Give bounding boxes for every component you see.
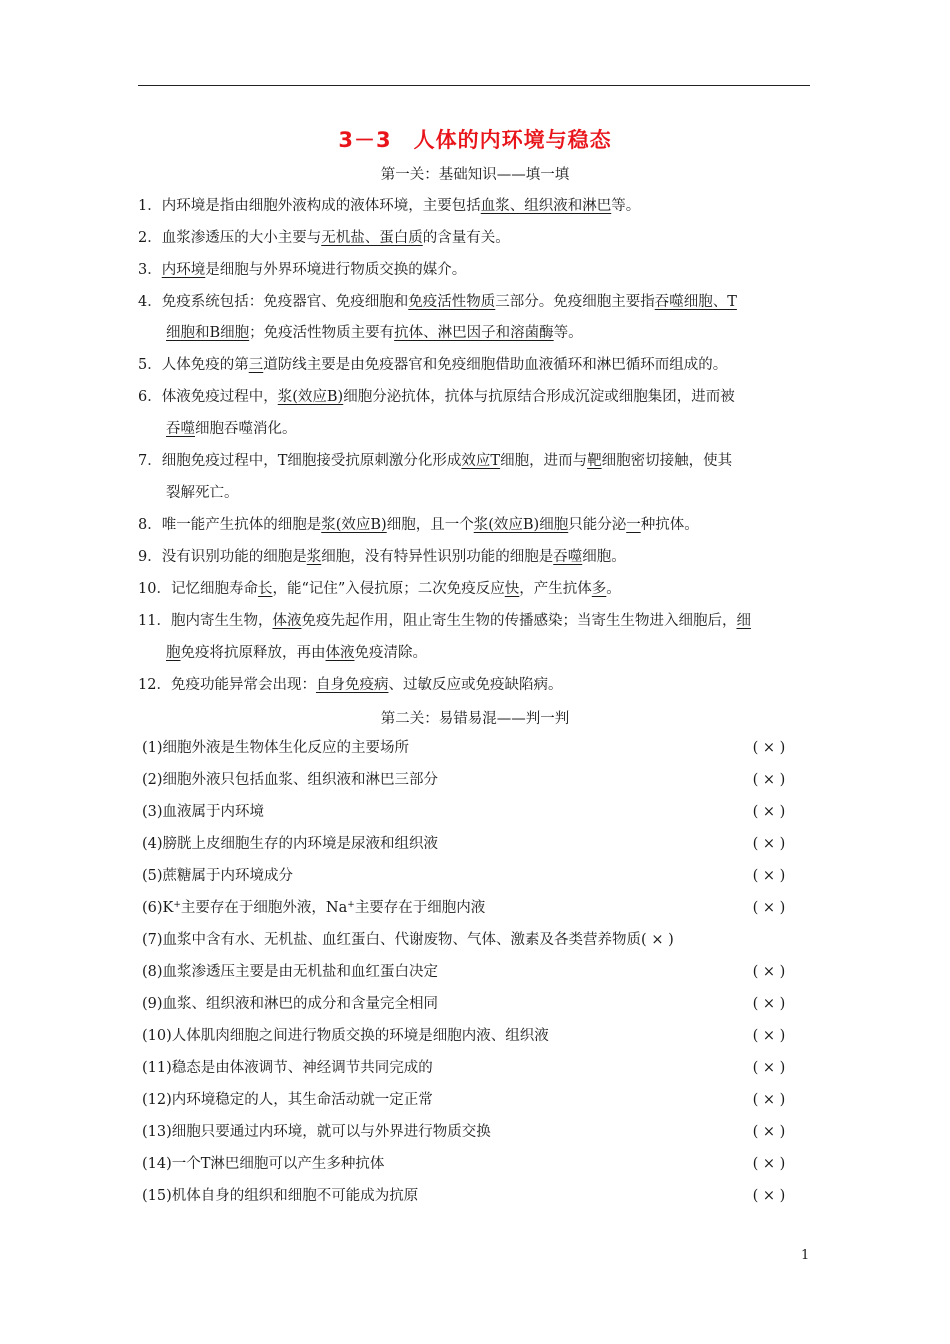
judge-item-4: (4)膀胱上皮细胞生存的内环境是尿液和组织液: [142, 836, 439, 852]
answer-blank: 内环境: [161, 262, 206, 278]
item-text: 5．人体免疫的第: [138, 357, 249, 373]
item-text: 裂解死亡。: [166, 485, 239, 501]
judge-item-1: (1)细胞外液是生物体生化反应的主要场所: [142, 740, 410, 756]
item-text: 、过敏反应或免疫缺陷病。: [388, 677, 563, 693]
item-text: 11．胞内寄生生物，: [138, 613, 273, 629]
judge-mark-6: ( × ): [752, 900, 786, 916]
judge-mark-3: ( × ): [752, 804, 786, 820]
answer-blank: 靶: [587, 453, 602, 469]
judge-mark-13: ( × ): [752, 1124, 786, 1140]
answer-blank: 无机盐、蛋白质: [321, 230, 423, 246]
fill-item-6-continued: [166, 419, 297, 439]
answer-blank: 吞噬: [553, 549, 583, 565]
item-text: 3．: [138, 262, 162, 278]
judge-item-3: (3)血液属于内环境: [142, 804, 265, 820]
answer-blank: 一: [626, 517, 641, 533]
item-text: 的含量有关。: [422, 230, 510, 246]
answer-blank: 浆(效应B)细胞: [473, 517, 569, 533]
item-text: 8．唯一能产生抗体的细胞是: [138, 517, 322, 533]
section-heading-judge: 第二关：易错易混——判一判: [380, 711, 570, 727]
answer-blank: 快: [504, 581, 520, 597]
judge-item-6: [142, 898, 485, 918]
answer-blank: 效应T: [461, 453, 501, 469]
fill-item-10: [138, 579, 818, 599]
answer-blank: 多: [591, 581, 607, 597]
header-rule: [138, 85, 810, 86]
fill-item-5: [138, 355, 818, 375]
judge-item-12: (12)内环境稳定的人，其生命活动就一定正常: [142, 1092, 433, 1108]
item-text: (6)K: [142, 900, 174, 916]
judge-mark-8: ( × ): [752, 964, 786, 980]
fill-item-2: [138, 228, 818, 248]
judge-mark-7: ( × ): [641, 932, 674, 948]
item-text: 4．免疫系统包括：免疫器官、免疫细胞和: [138, 294, 409, 310]
fill-item-8: [138, 515, 818, 535]
item-text: 细胞密切接触，使其: [601, 453, 733, 469]
item-text: 是细胞与外界环境进行物质交换的媒介。: [205, 262, 467, 278]
item-text: 1．内环境是指由细胞外液构成的液体环境，主要包括: [138, 198, 481, 214]
answer-blank: 体液: [272, 613, 302, 629]
answer-blank: 三: [248, 357, 264, 373]
answer-blank: 浆(效应B): [321, 517, 387, 533]
judge-item-11: (11)稳态是由体液调节、神经调节共同完成的: [142, 1060, 433, 1076]
item-text: 种抗体。: [640, 517, 699, 533]
item-text: 只能分泌: [568, 517, 627, 533]
item-text: 免疫清除。: [354, 645, 427, 661]
fill-item-4: [138, 292, 818, 312]
item-text: 道防线主要是由免疫器官和免疫细胞借助血液循环和淋巴循环而组成的。: [263, 357, 728, 373]
judge-item-10: (10)人体肌肉细胞之间进行物质交换的环境是细胞内液、组织液: [142, 1028, 549, 1044]
fill-item-11-continued: [166, 643, 427, 663]
judge-mark-12: ( × ): [752, 1092, 786, 1108]
fill-item-9: [138, 547, 818, 567]
fill-item-4-continued: [166, 323, 583, 343]
answer-blank: 体液: [325, 645, 355, 661]
item-text: ；免疫活性物质主要有: [249, 325, 395, 341]
item-text: 9．没有识别功能的细胞是: [138, 549, 307, 565]
item-text: 细胞吞噬消化。: [195, 421, 297, 437]
item-text: 细胞，进而与: [500, 453, 588, 469]
fill-item-3: [138, 260, 818, 280]
answer-blank: 免疫活性物质: [408, 294, 496, 310]
item-text: 细胞，没有特异性识别功能的细胞是: [321, 549, 554, 565]
judge-item-15: (15)机体自身的组织和细胞不可能成为抗原: [142, 1188, 419, 1204]
superscript: +: [173, 900, 181, 910]
item-text: 细胞分泌抗体，抗体与抗原结合形成沉淀或细胞集团，进而被: [343, 389, 735, 405]
fill-item-12: [138, 675, 818, 695]
section-heading-basic: 第一关：基础知识——填一填: [380, 167, 570, 183]
item-text: 等。: [553, 325, 583, 341]
judge-item-9: (9)血浆、组织液和淋巴的成分和含量完全相同: [142, 996, 439, 1012]
fill-item-7-continued: [166, 483, 239, 503]
item-text: 免疫先起作用，阻止寄生生物的传播感染；当寄生生物进入细胞后，: [301, 613, 737, 629]
answer-blank: 血浆、组织液和淋巴: [480, 198, 612, 214]
answer-blank: 长: [257, 581, 273, 597]
item-text: 。: [606, 581, 621, 597]
judge-mark-10: ( × ): [752, 1028, 786, 1044]
answer-blank: 自身免疫病: [315, 677, 389, 693]
judge-item-7: [142, 930, 674, 950]
judge-item-2: (2)细胞外液只包括血浆、组织液和淋巴三部分: [142, 772, 439, 788]
item-text: 10．记忆细胞寿命: [138, 581, 258, 597]
item-text: ，产生抗体: [519, 581, 592, 597]
item-text: 12．免疫功能异常会出现：: [138, 677, 316, 693]
item-text: 6．体液免疫过程中，: [138, 389, 278, 405]
judge-mark-1: ( × ): [752, 740, 786, 756]
judge-item-8: (8)血浆渗透压主要是由无机盐和血红蛋白决定: [142, 964, 439, 980]
judge-mark-5: ( × ): [752, 868, 786, 884]
item-text: 三部分。免疫细胞主要指: [495, 294, 655, 310]
item-text: ，能“记住”入侵抗原；二次免疫反应: [272, 581, 505, 597]
judge-item-13: (13)细胞只要通过内环境，就可以与外界进行物质交换: [142, 1124, 491, 1140]
judge-mark-14: ( × ): [752, 1156, 786, 1172]
judge-mark-11: ( × ): [752, 1060, 786, 1076]
judge-mark-4: ( × ): [752, 836, 786, 852]
judge-item-5: (5)蔗糖属于内环境成分: [142, 868, 294, 884]
answer-blank: 细胞和B细胞: [166, 325, 250, 341]
item-text: 等。: [611, 198, 641, 214]
answer-blank: 浆: [306, 549, 322, 565]
fill-item-11: [138, 611, 818, 631]
judge-mark-2: ( × ): [752, 772, 786, 788]
answer-blank: 浆(效应B): [277, 389, 344, 405]
item-text: (7)血浆中含有水、无机盐、血红蛋白、代谢废物、气体、激素及各类营养物质: [142, 932, 642, 948]
item-text: 主要存在于细胞外液，Na: [180, 900, 348, 916]
answer-blank: 胞: [166, 645, 181, 661]
fill-item-1: [138, 196, 818, 216]
answer-blank: 吞噬: [166, 421, 195, 437]
superscript: +: [347, 900, 355, 910]
page-number: 1: [801, 1248, 810, 1263]
fill-item-6: [138, 387, 818, 407]
answer-blank: 吞噬细胞、T: [654, 294, 737, 310]
item-text: 免疫将抗原释放，再由: [180, 645, 326, 661]
item-text: 细胞。: [582, 549, 626, 565]
fill-item-7: [138, 451, 818, 471]
item-text: 主要存在于细胞内液: [354, 900, 486, 916]
judge-mark-9: ( × ): [752, 996, 786, 1012]
page-title: 3－3 人体的内环境与稳态: [338, 128, 612, 152]
item-text: 2．血浆渗透压的大小主要与: [138, 230, 322, 246]
answer-blank: 细: [736, 613, 751, 629]
item-text: 7．细胞免疫过程中，T细胞接受抗原刺激分化形成: [138, 453, 462, 469]
judge-item-14: (14)一个T淋巴细胞可以产生多种抗体: [142, 1156, 385, 1172]
answer-blank: 抗体、淋巴因子和溶菌酶: [394, 325, 554, 341]
item-text: 细胞，且一个: [386, 517, 474, 533]
judge-mark-15: ( × ): [752, 1188, 786, 1204]
